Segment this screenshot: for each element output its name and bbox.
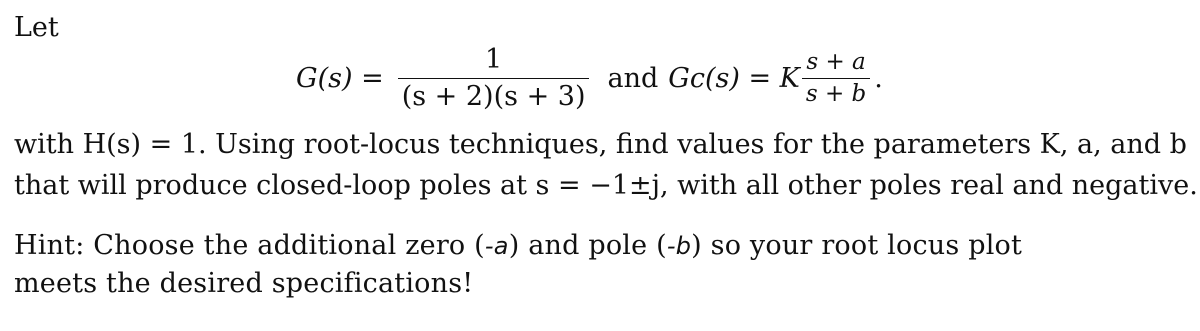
display-equation — [296, 38, 883, 118]
paragraph-line-1: with H(s) = 1. Using root-locus techniques, find values for the parameters K, a, and b — [14, 129, 1187, 160]
gc-lhs: Gc(s) = K — [668, 62, 800, 94]
g-numerator: 1 — [485, 44, 503, 76]
g-fraction — [398, 44, 590, 111]
hint-text-c: ) so your root locus plot — [691, 230, 1023, 261]
conjunction-and: and — [607, 62, 659, 94]
hint-line-2: meets the desired specifications! — [14, 268, 474, 299]
gc-denominator: s + b — [805, 80, 867, 107]
hint-line-1 — [14, 232, 1022, 259]
hint-text-a: Hint: Choose the additional zero ( — [14, 230, 485, 261]
g-denominator: (s + 2)(s + 3) — [401, 80, 586, 112]
g-lhs: G(s) = — [296, 62, 384, 94]
hint-zero-variable: -a — [484, 232, 509, 260]
hint-text-b: ) and pole ( — [508, 230, 667, 261]
paragraph-line-2: that will produce closed-loop poles at s = −1±j, with all other poles real and negative. — [14, 170, 1198, 201]
gc-fraction-bar — [802, 78, 870, 79]
hint-pole-variable: -b — [666, 232, 692, 260]
gc-numerator: s + a — [806, 49, 866, 76]
equation-period: . — [874, 62, 883, 94]
g-fraction-bar — [398, 78, 590, 79]
intro-word: Let — [14, 12, 59, 43]
gc-fraction — [802, 49, 870, 107]
